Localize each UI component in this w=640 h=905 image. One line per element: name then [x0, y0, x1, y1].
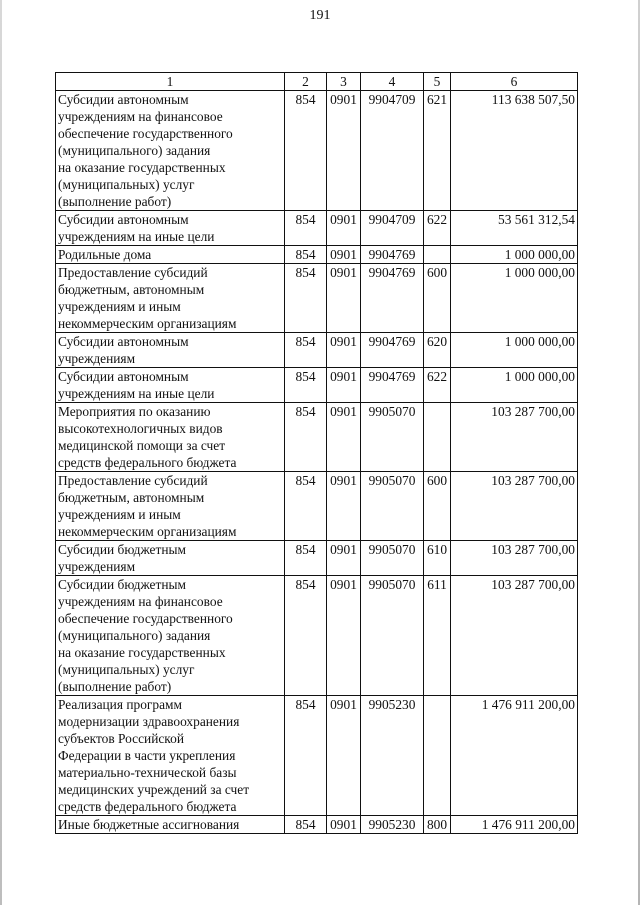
amount-cell: 1 000 000,00 [451, 246, 578, 264]
department-code-cell: 854 [285, 816, 327, 834]
target-item-code-cell: 9905070 [361, 576, 424, 696]
page-number: 191 [309, 8, 331, 23]
expense-type-code-cell [424, 246, 451, 264]
section-code-cell: 0901 [327, 816, 361, 834]
item-name-cell: Предоставление субсидий бюджетным, автономным учреждениям и иным некоммерческим организациям [56, 472, 285, 541]
section-code-cell: 0901 [327, 696, 361, 816]
header-cell-6: 6 [451, 73, 578, 91]
department-code-cell: 854 [285, 403, 327, 472]
item-name-cell: Родильные дома [56, 246, 285, 264]
section-code-cell: 0901 [327, 576, 361, 696]
target-item-code-cell: 9905070 [361, 403, 424, 472]
amount-cell: 1 000 000,00 [451, 264, 578, 333]
amount-cell: 1 476 911 200,00 [451, 696, 578, 816]
table-row [56, 696, 578, 816]
section-code-cell: 0901 [327, 264, 361, 333]
budget-table [55, 72, 578, 834]
section-code-cell: 0901 [327, 246, 361, 264]
item-name-cell: Реализация программ модернизации здравоохранения субъектов Российской Федерации в части укрепления материально-технической базы медицинских учреждений за счет средств федерального бюджета [56, 696, 285, 816]
table-row [56, 264, 578, 333]
target-item-code-cell: 9905070 [361, 541, 424, 576]
amount-cell: 103 287 700,00 [451, 403, 578, 472]
department-code-cell: 854 [285, 696, 327, 816]
amount-cell: 103 287 700,00 [451, 541, 578, 576]
header-cell-5: 5 [424, 73, 451, 91]
section-code-cell: 0901 [327, 211, 361, 246]
target-item-code-cell: 9904709 [361, 91, 424, 211]
table-row [56, 211, 578, 246]
expense-type-code-cell: 621 [424, 91, 451, 211]
table-row [56, 816, 578, 834]
target-item-code-cell: 9905230 [361, 696, 424, 816]
department-code-cell: 854 [285, 368, 327, 403]
header-cell-4: 4 [361, 73, 424, 91]
header-cell-1: 1 [56, 73, 285, 91]
amount-cell: 1 476 911 200,00 [451, 816, 578, 834]
expense-type-code-cell: 600 [424, 264, 451, 333]
scan-edge-left [0, 0, 2, 905]
target-item-code-cell: 9904769 [361, 368, 424, 403]
department-code-cell: 854 [285, 246, 327, 264]
section-code-cell: 0901 [327, 541, 361, 576]
department-code-cell: 854 [285, 333, 327, 368]
item-name-cell: Предоставление субсидий бюджетным, автономным учреждениям и иным некоммерческим организациям [56, 264, 285, 333]
expense-type-code-cell: 620 [424, 333, 451, 368]
amount-cell: 113 638 507,50 [451, 91, 578, 211]
expense-type-code-cell: 610 [424, 541, 451, 576]
table-row [56, 368, 578, 403]
target-item-code-cell: 9904769 [361, 246, 424, 264]
header-cell-3: 3 [327, 73, 361, 91]
section-code-cell: 0901 [327, 368, 361, 403]
section-code-cell: 0901 [327, 403, 361, 472]
amount-cell: 53 561 312,54 [451, 211, 578, 246]
header-row [56, 73, 578, 91]
section-code-cell: 0901 [327, 472, 361, 541]
section-code-cell: 0901 [327, 333, 361, 368]
expense-type-code-cell: 611 [424, 576, 451, 696]
header-cell-2: 2 [285, 73, 327, 91]
target-item-code-cell: 9904709 [361, 211, 424, 246]
item-name-cell: Мероприятия по оказанию высокотехнологичных видов медицинской помощи за счет средств федерального бюджета [56, 403, 285, 472]
target-item-code-cell: 9905230 [361, 816, 424, 834]
expense-type-code-cell [424, 403, 451, 472]
amount-cell: 1 000 000,00 [451, 368, 578, 403]
table-row [56, 91, 578, 211]
amount-cell: 103 287 700,00 [451, 472, 578, 541]
item-name-cell: Субсидии бюджетным учреждениям [56, 541, 285, 576]
item-name-cell: Субсидии бюджетным учреждениям на финансовое обеспечение государственного (муниципального) задания на оказание государственных (муниципальных) услуг (выполнение работ) [56, 576, 285, 696]
table-row [56, 472, 578, 541]
expense-type-code-cell [424, 696, 451, 816]
amount-cell: 103 287 700,00 [451, 576, 578, 696]
expense-type-code-cell: 622 [424, 368, 451, 403]
table-row [56, 246, 578, 264]
target-item-code-cell: 9904769 [361, 264, 424, 333]
table-row [56, 541, 578, 576]
table-row [56, 333, 578, 368]
table-row [56, 576, 578, 696]
expense-type-code-cell: 600 [424, 472, 451, 541]
department-code-cell: 854 [285, 541, 327, 576]
target-item-code-cell: 9905070 [361, 472, 424, 541]
table-row [56, 403, 578, 472]
expense-type-code-cell: 800 [424, 816, 451, 834]
expense-type-code-cell: 622 [424, 211, 451, 246]
department-code-cell: 854 [285, 472, 327, 541]
department-code-cell: 854 [285, 264, 327, 333]
department-code-cell: 854 [285, 91, 327, 211]
item-name-cell: Субсидии автономным учреждениям [56, 333, 285, 368]
department-code-cell: 854 [285, 211, 327, 246]
item-name-cell: Субсидии автономным учреждениям на финансовое обеспечение государственного (муниципального) задания на оказание государственных (муниципальных) услуг (выполнение работ) [56, 91, 285, 211]
target-item-code-cell: 9904769 [361, 333, 424, 368]
item-name-cell: Иные бюджетные ассигнования [56, 816, 285, 834]
item-name-cell: Субсидии автономным учреждениям на иные цели [56, 368, 285, 403]
budget-table-body [56, 73, 578, 834]
department-code-cell: 854 [285, 576, 327, 696]
item-name-cell: Субсидии автономным учреждениям на иные цели [56, 211, 285, 246]
amount-cell: 1 000 000,00 [451, 333, 578, 368]
section-code-cell: 0901 [327, 91, 361, 211]
